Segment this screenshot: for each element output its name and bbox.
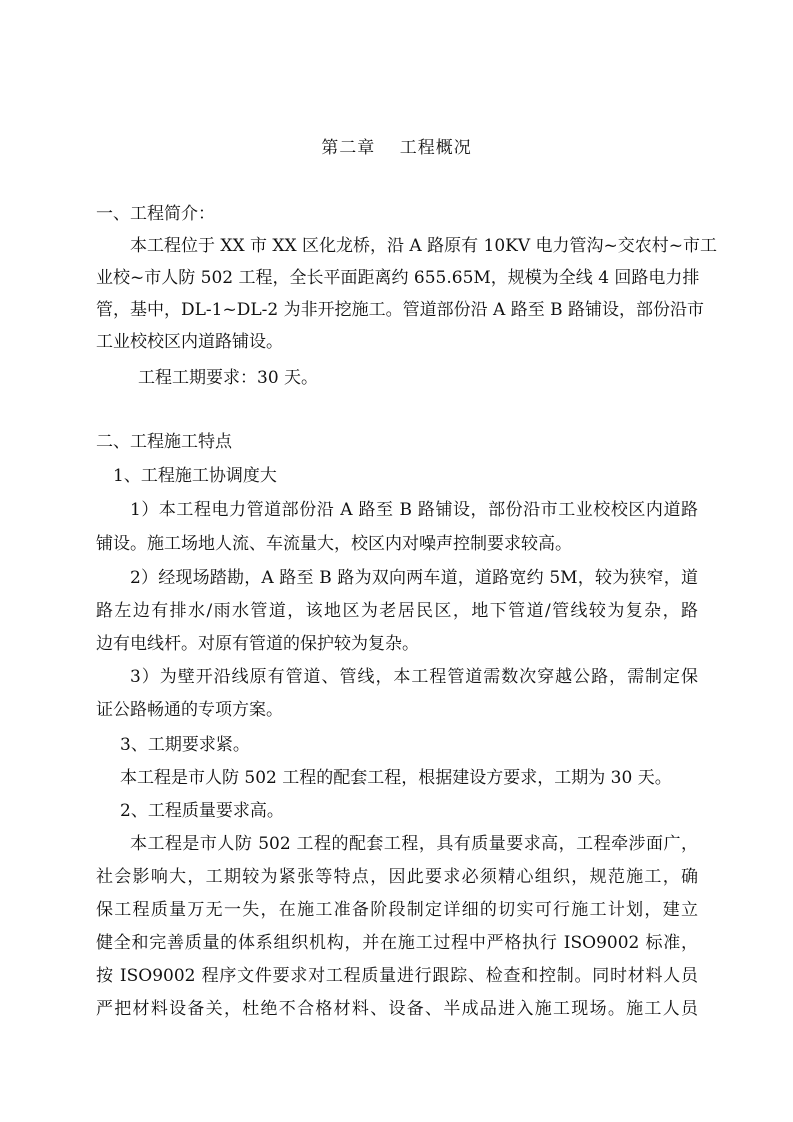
intro-line-1: 本工程位于 XX 市 XX 区化龙桥，沿 A 路原有 10KV 电力管沟~交农村~市工 xyxy=(130,236,718,256)
section-heading-features: 二、工程施工特点 xyxy=(96,432,232,452)
subheading-quality: 2、工程质量要求高。 xyxy=(120,801,284,821)
quality-line-2: 社会影响大，工期较为紧张等特点，因此要求必须精心组织，规范施工，确 xyxy=(96,867,698,887)
subheading-schedule: 3、工期要求紧。 xyxy=(120,735,250,755)
quality-line-6: 严把材料设备关，杜绝不合格材料、设备、半成品进入施工现场。施工人员 xyxy=(96,999,698,1019)
item3-line-2: 证公路畅通的专项方案。 xyxy=(96,700,283,720)
intro-line-3: 管，基中，DL-1~DL-2 为非开挖施工。管道部份沿 A 路至 B 路铺设，部份沿市 xyxy=(96,300,704,320)
item1-line-1: 1）本工程电力管道部份沿 A 路至 B 路铺设，部份沿市工业校校区内道路 xyxy=(130,500,698,520)
schedule-text: 本工程是市人防 502 工程的配套工程，根据建设方要求，工期为 30 天。 xyxy=(120,768,672,788)
quality-line-1: 本工程是市人防 502 工程的配套工程，具有质量要求高，工程牵涉面广， xyxy=(130,834,698,854)
section-heading-intro: 一、工程简介： xyxy=(96,204,215,224)
subheading-coordination: 1、工程施工协调度大 xyxy=(113,466,277,486)
item2-line-2: 路左边有排水/雨水管道，该地区为老居民区，地下管道/管线较为复杂，路 xyxy=(96,601,698,621)
item3-line-1: 3）为壁开沿线原有管道、管线，本工程管道需数次穿越公路，需制定保 xyxy=(130,667,698,687)
quality-line-5: 按 ISO9002 程序文件要求对工程质量进行跟踪、检查和控制。同时材料人员 xyxy=(96,966,698,986)
chapter-title: 第二章 工程概况 xyxy=(321,138,472,158)
item2-line-3: 边有电线杆。对原有管道的保护较为复杂。 xyxy=(96,634,419,654)
intro-line-4: 工业校校区内道路铺设。 xyxy=(96,332,283,352)
construction-period: 工程工期要求：30 天。 xyxy=(138,368,319,388)
intro-line-2: 业校~市人防 502 工程，全长平面距离约 655.65M，规模为全线 4 回路电力排 xyxy=(96,268,700,288)
quality-line-3: 保工程质量万无一失，在施工准备阶段制定详细的切实可行施工计划，建立 xyxy=(96,900,698,920)
item2-line-1: 2）经现场踏勘，A 路至 B 路为双向两车道，道路宽约 5M，较为狭窄，道 xyxy=(130,568,698,588)
item1-line-2: 铺设。施工场地人流、车流量大，校区内对噪声控制要求较高。 xyxy=(96,534,572,554)
quality-line-4: 健全和完善质量的体系组织机构，并在施工过程中严格执行 ISO9002 标准， xyxy=(96,933,698,953)
